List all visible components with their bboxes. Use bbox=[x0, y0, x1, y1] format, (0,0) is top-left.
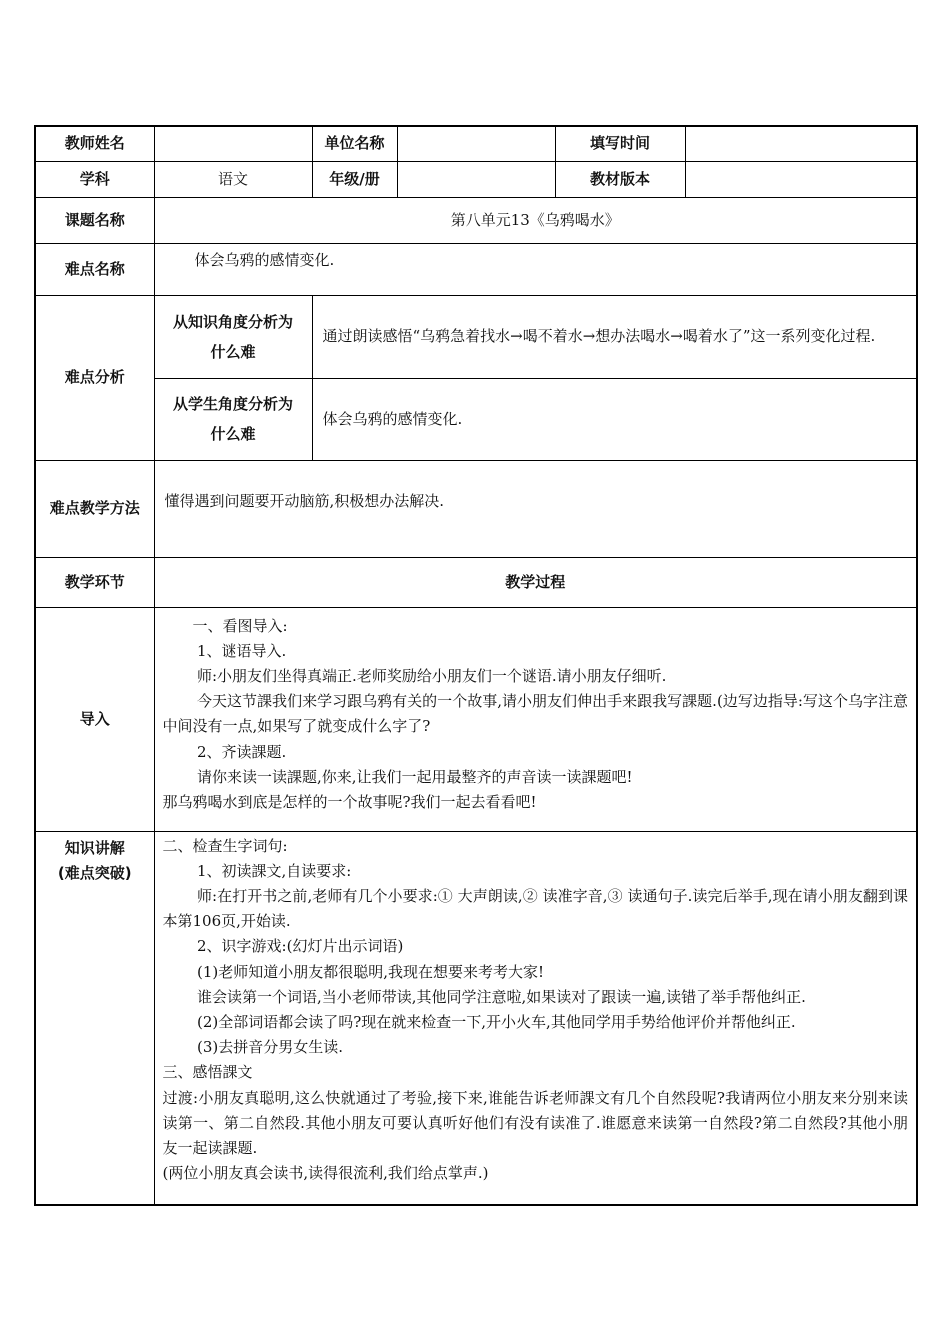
knowledge-angle-value: 通过朗读感悟“乌鸦急着找水→喝不着水→想办法喝水→喝着水了”这一系列变化过程. bbox=[312, 295, 917, 378]
knowledge-line-8: (3)去拼音分男女生读. bbox=[197, 1038, 344, 1057]
unit-label: 单位名称 bbox=[312, 126, 397, 161]
intro-label: 导入 bbox=[35, 607, 154, 831]
student-angle-value: 体会乌鸦的感情变化. bbox=[312, 378, 917, 460]
knowledge-line-3: 师:在打开书之前,老师有几个小要求:① 大声朗读,② 读准字音,③ 读通句子.读完后举手,现在请小朋友翻到课本第106页,开始读. bbox=[162, 886, 908, 931]
row-analysis-student bbox=[35, 378, 917, 460]
intro-line-4: 今天这节課我们来学习跟乌鸦有关的一个故事,请小朋友们伸出手来跟我写課题.(边写边指导:写这个乌字注意中间没有一点,如果写了就变成什么字了? bbox=[162, 692, 908, 736]
edition-label: 教材版本 bbox=[555, 161, 685, 197]
row-knowledge bbox=[35, 831, 917, 1205]
intro-line-2: 1、谜语导入. bbox=[197, 641, 287, 660]
topic-label: 课题名称 bbox=[35, 197, 154, 243]
knowledge-content bbox=[154, 831, 917, 1205]
teacher-name-label: 教师姓名 bbox=[35, 126, 154, 161]
intro-line-6: 请你来读一读課题,你来,让我们一起用最整齐的声音读一读課题吧! bbox=[197, 767, 633, 786]
knowledge-angle-label bbox=[154, 295, 312, 378]
knowledge-angle-text: 从知识角度分析为什么难 bbox=[172, 312, 293, 361]
intro-line-3: 师:小朋友们坐得真端正.老师奖励给小朋友们一个谜语.请小朋友仔细听. bbox=[197, 666, 667, 685]
row-process-header bbox=[35, 557, 917, 607]
intro-line-7: 那乌鸦喝水到底是怎样的一个故事呢?我们一起去看看吧! bbox=[162, 792, 537, 811]
difficulty-value: 体会乌鸦的感情变化. bbox=[154, 243, 917, 295]
knowledge-line-10: 过渡:小朋友真聪明,这么快就通过了考验,接下来,谁能告诉老师課文有几个自然段呢?我请两位小朋友来分别来读读第一、第二自然段.其他小朋友可要认真听好他们有没有读准了.谁愿意来读第一自然段?第二自然段?其他小朋友一起读課题. bbox=[162, 1088, 908, 1157]
grade-value bbox=[397, 161, 555, 197]
knowledge-line-2: 1、初读課文,自读要求: bbox=[197, 861, 352, 880]
lesson-plan-table bbox=[34, 125, 918, 1206]
subject-value: 语文 bbox=[154, 161, 312, 197]
teacher-name-value bbox=[154, 126, 312, 161]
student-angle-text: 从学生角度分析为什么难 bbox=[172, 395, 293, 443]
intro-content bbox=[154, 607, 917, 831]
student-angle-label bbox=[154, 378, 312, 460]
stage-header: 教学环节 bbox=[35, 557, 154, 607]
subject-label: 学科 bbox=[35, 161, 154, 197]
method-value: 懂得遇到问题要开动脑筋,积极想办法解决. bbox=[154, 460, 917, 557]
intro-line-1: 一、看图导入: bbox=[192, 616, 288, 635]
row-topic bbox=[35, 197, 917, 243]
method-label: 难点教学方法 bbox=[35, 460, 154, 557]
knowledge-label bbox=[35, 831, 154, 1205]
intro-line-5: 2、齐读課题. bbox=[197, 742, 287, 761]
row-difficulty bbox=[35, 243, 917, 295]
difficulty-label: 难点名称 bbox=[35, 243, 154, 295]
topic-value: 第八单元13《乌鸦喝水》 bbox=[154, 197, 917, 243]
unit-value bbox=[397, 126, 555, 161]
edition-value bbox=[685, 161, 917, 197]
knowledge-line-7: (2)全部词语都会读了吗?现在就来检查一下,开小火车,其他同学用手势给他评价并帮他纠正. bbox=[197, 1012, 796, 1031]
knowledge-line-11: (两位小朋友真会读书,读得很流利,我们给点掌声.) bbox=[162, 1164, 489, 1183]
row-subject bbox=[35, 161, 917, 197]
knowledge-label-line1: 知识讲解 bbox=[64, 838, 125, 857]
grade-label: 年级/册 bbox=[312, 161, 397, 197]
knowledge-line-6: 谁会读第一个词语,当小老师带读,其他同学注意啦,如果读对了跟读一遍,读错了举手帮他纠正. bbox=[197, 987, 806, 1006]
knowledge-line-5: (1)老师知道小朋友都很聪明,我现在想要来考考大家! bbox=[197, 962, 545, 981]
analysis-label: 难点分析 bbox=[35, 295, 154, 460]
fill-time-label: 填写时间 bbox=[555, 126, 685, 161]
row-analysis-knowledge bbox=[35, 295, 917, 378]
fill-time-value bbox=[685, 126, 917, 161]
process-header: 教学过程 bbox=[154, 557, 917, 607]
knowledge-line-1: 二、检查生字词句: bbox=[162, 836, 288, 855]
knowledge-label-line2: (难点突破) bbox=[57, 863, 132, 882]
lesson-plan-sheet bbox=[34, 125, 916, 1206]
row-method bbox=[35, 460, 917, 557]
knowledge-line-4: 2、识字游戏:(幻灯片出示词语) bbox=[197, 937, 404, 956]
knowledge-line-9: 三、感悟課文 bbox=[162, 1063, 253, 1082]
row-teacher bbox=[35, 126, 917, 161]
row-intro bbox=[35, 607, 917, 831]
